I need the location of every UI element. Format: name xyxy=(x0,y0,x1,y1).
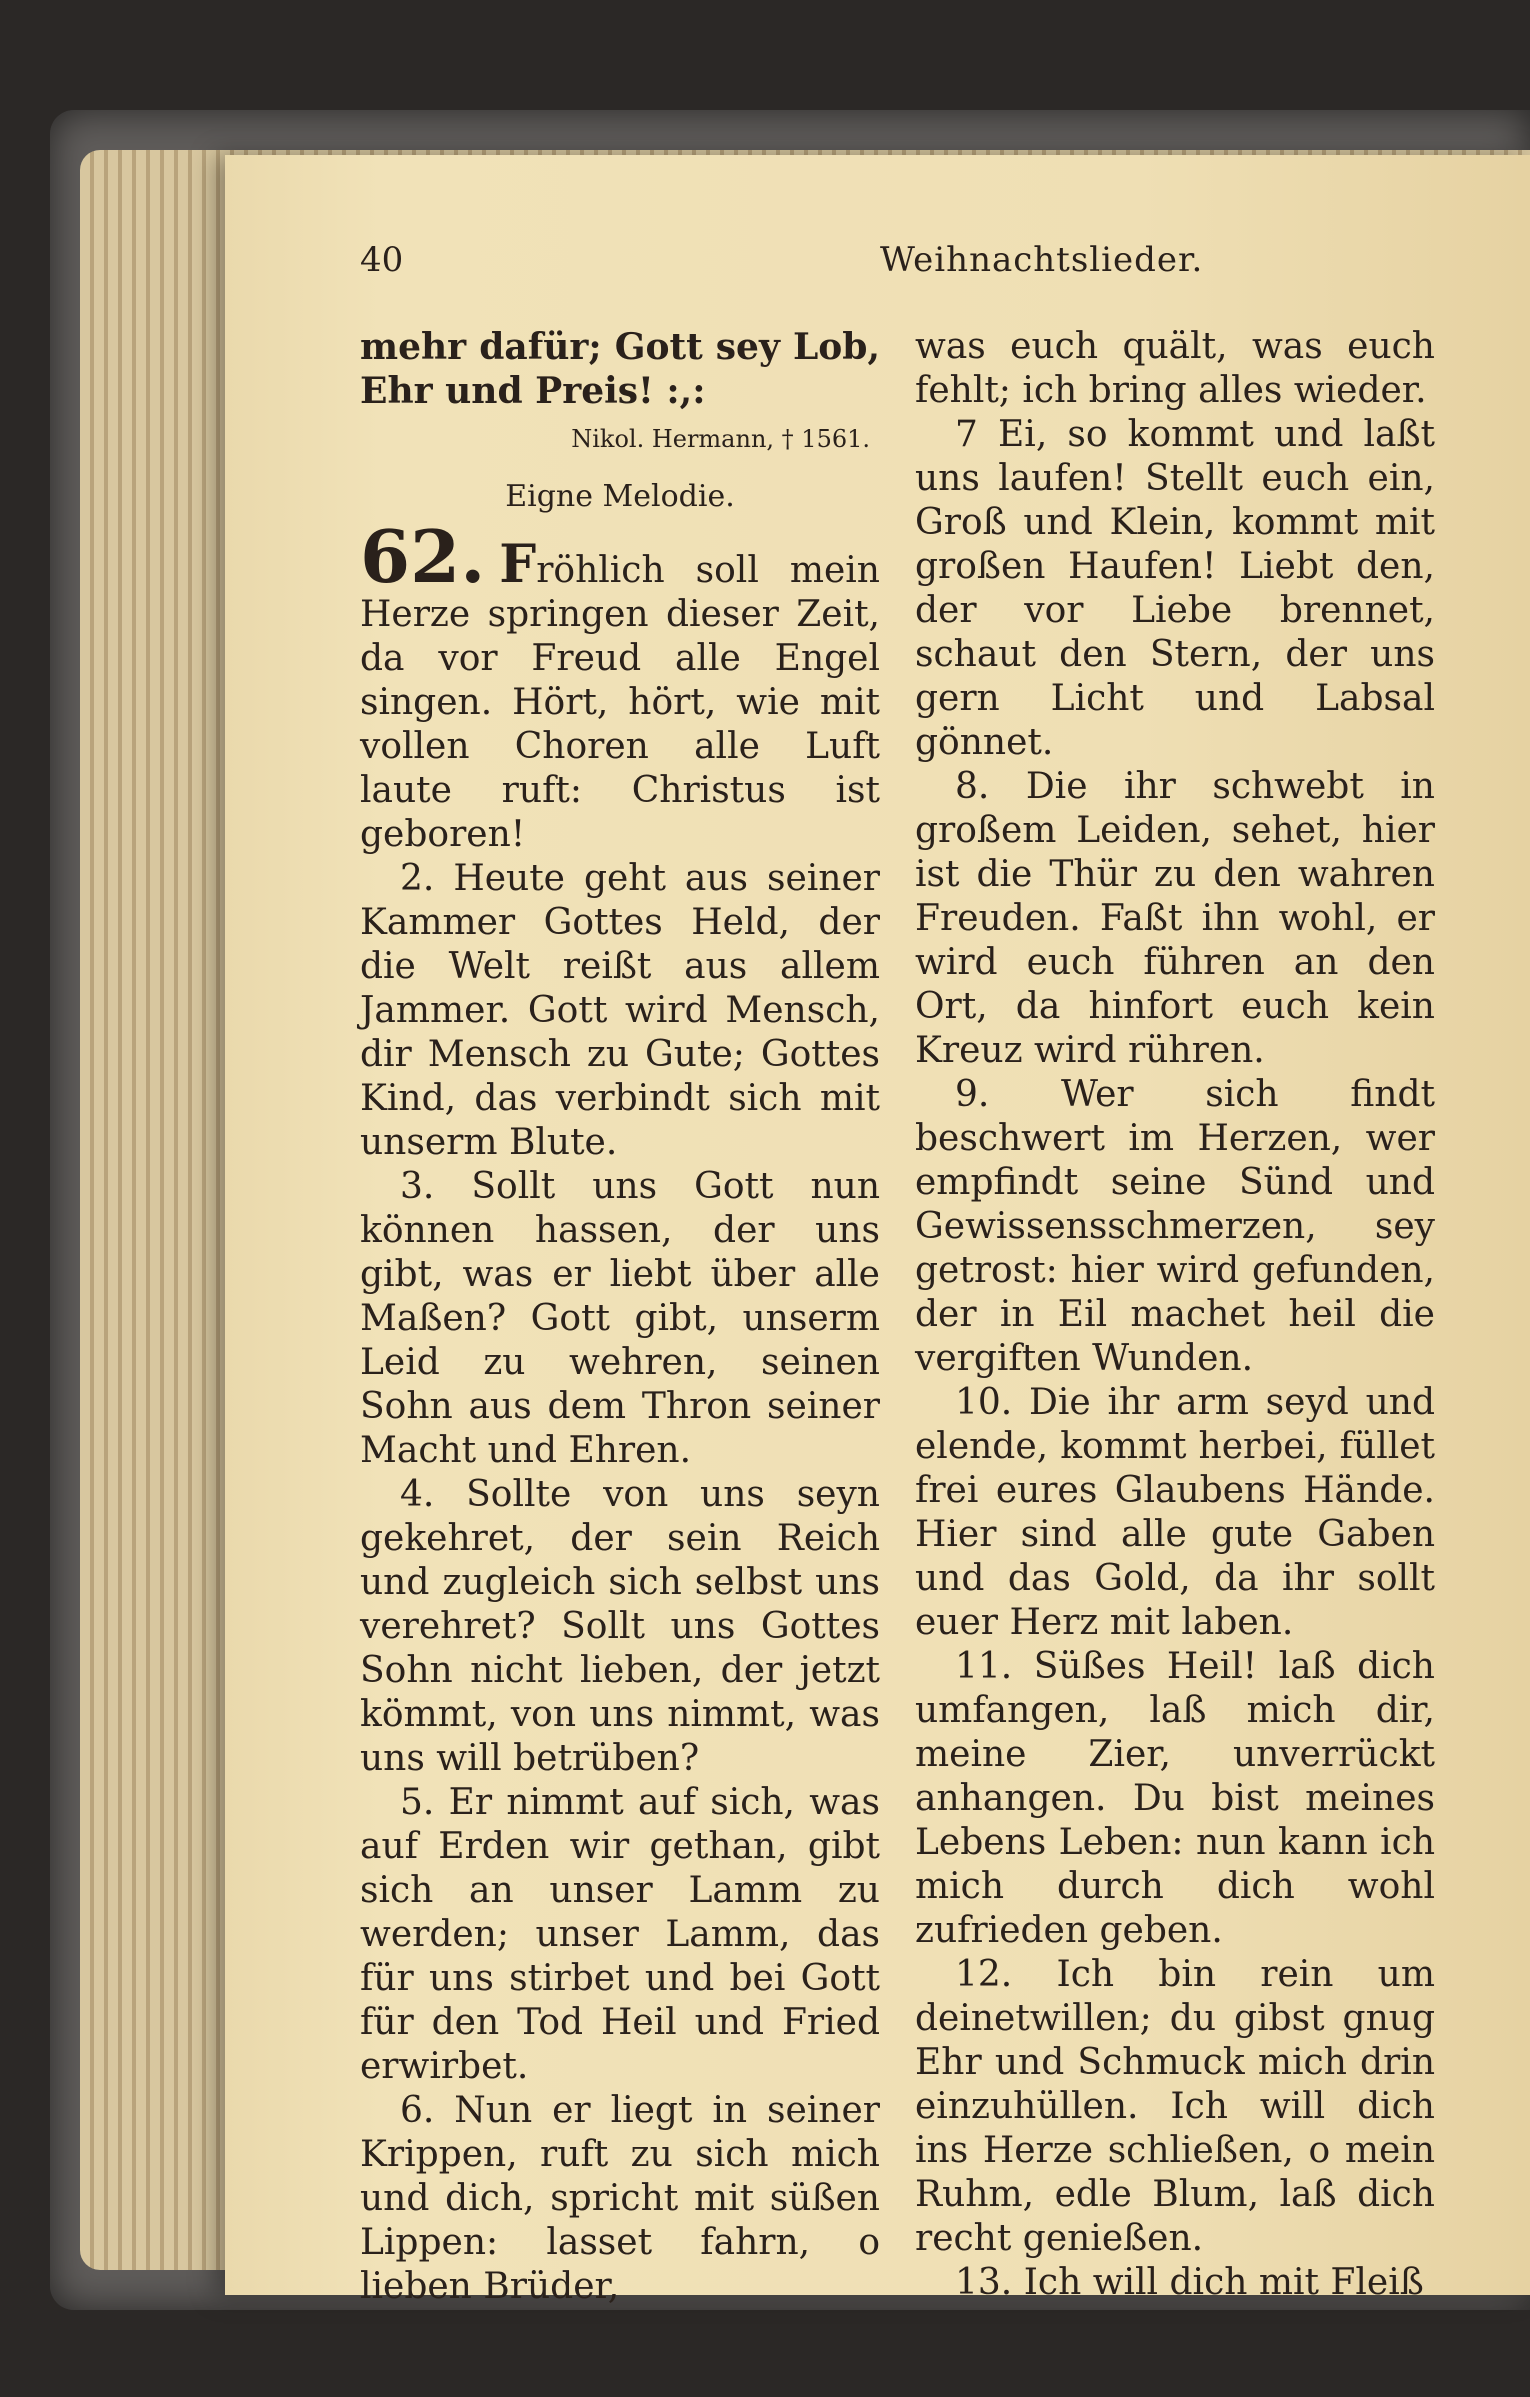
melody-note: Eigne Melodie. xyxy=(505,479,735,514)
verse-13: 13. Ich will dich mit Fleiß xyxy=(955,2262,1424,2303)
right-column xyxy=(915,325,1435,2305)
page-number: 40 xyxy=(360,240,404,280)
verse-4: 4. Sollte von uns seyn gekehret, der sein Reich und zugleich sich selbst uns verehret? Sollt uns Gottes Sohn nicht lieben, der jetzt kömmt, von uns nimmt, was uns will betrüben? xyxy=(360,1474,880,1779)
continuation-text-right: was euch quält, was euch fehlt; ich bring alles wieder. xyxy=(915,326,1435,411)
verse-2: 2. Heute geht aus seiner Kammer Gottes Held, der die Welt reißt aus allem Jammer. Gott wird Mensch, dir Mensch zu Gute; Gottes Kind, das verbindt sich mit unserm Blute. xyxy=(360,858,880,1163)
verse-1-text: röhlich soll mein Herze springen dieser Zeit, da vor Freud alle Engel singen. Hört, hört, wie mit vollen Choren alle Luft laute ruft: Christus ist geboren! xyxy=(360,550,880,855)
hymn-number: 62. xyxy=(360,514,486,599)
verse-3: 3. Sollt uns Gott nun können hassen, der uns gibt, was er liebt über alle Maßen? Gott gibt, unserm Leid zu wehren, seinen Sohn aus dem Thron seiner Macht und Ehren. xyxy=(360,1166,880,1471)
verse-8: 8. Die ihr schwebt in großem Leiden, sehet, hier ist die Thür zu den wahren Freuden. Faßt ihn wohl, er wird euch führen an den Ort, da hinfort euch kein Kreuz wird rühren. xyxy=(915,766,1435,1071)
verse-12: 12. Ich bin rein um deinetwillen; du gibst gnug Ehr und Schmuck mich drin einzuhüllen. Ich will dich ins Herze schließen, o mein Ruhm, edle Blum, laß dich recht genießen. xyxy=(915,1954,1435,2259)
author-credit: Nikol. Hermann, † 1561. xyxy=(571,425,870,453)
verse-11: 11. Süßes Heil! laß dich umfangen, laß mich dir, meine Zier, unverrückt anhangen. Du bist meines Lebens Leben: nun kann ich mich durch dich wohl zufrieden geben. xyxy=(915,1646,1435,1951)
verse-10: 10. Die ihr arm seyd und elende, kommt herbei, füllet frei eures Glaubens Hände. Hier sind alle gute Gaben und das Gold, da ihr sollt euer Herz mit laben. xyxy=(915,1382,1435,1643)
verse-9: 9. Wer sich findt beschwert im Herzen, wer empfindt seine Sünd und Gewissensschmerzen, sey getrost: hier wird gefunden, der in Eil machet heil die vergiften Wunden. xyxy=(915,1074,1435,1379)
verse-1 xyxy=(360,514,880,857)
verse-6: 6. Nun er liegt in seiner Krippen, ruft zu sich mich und dich, spricht mit süßen Lippen: lasset fahrn, o lieben Brüder, xyxy=(360,2090,880,2307)
drop-initial: F xyxy=(499,534,537,595)
continuation-text: mehr dafür; Gott sey Lob, Ehr und Preis! :,: xyxy=(360,326,880,412)
running-title: Weihnachtslieder. xyxy=(880,240,1204,280)
left-column xyxy=(360,325,880,2309)
verse-7: 7 Ei, so kommt und laßt uns laufen! Stellt euch ein, Groß und Klein, kommt mit großen Haufen! Liebt den, der vor Liebe brennet, schaut den Stern, der uns gern Licht und Labsal gönnet. xyxy=(915,414,1435,763)
page-header xyxy=(360,240,1480,300)
book-page xyxy=(225,155,1530,2307)
verse-5: 5. Er nimmt auf sich, was auf Erden wir gethan, gibt sich an unser Lamm zu werden; unser Lamm, das für uns stirbet und bei Gott für den Tod Heil und Fried erwirbet. xyxy=(360,1782,880,2087)
